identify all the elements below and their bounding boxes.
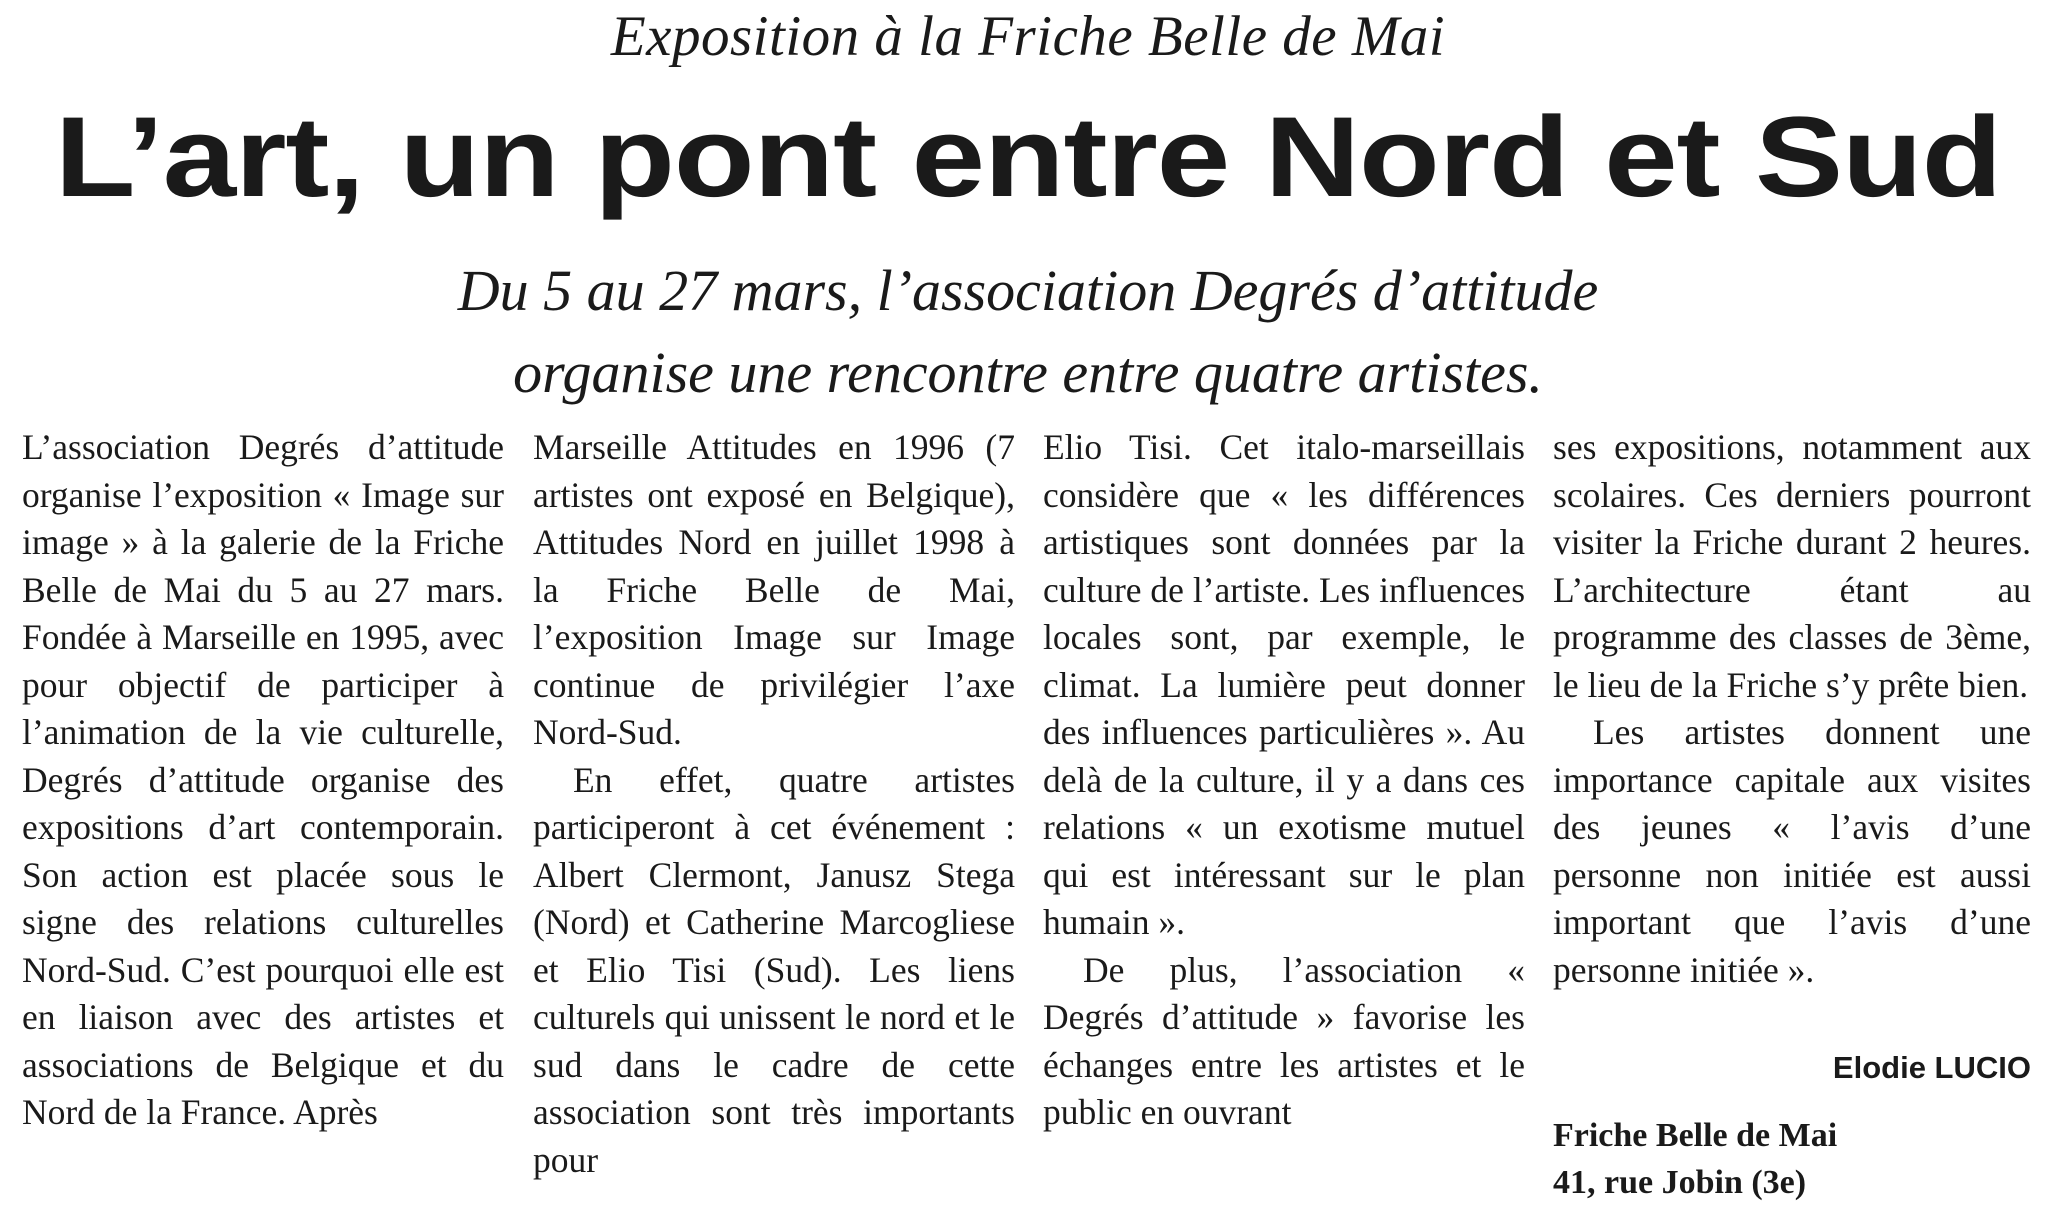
article-column-3 (1043, 424, 1525, 1137)
deck-line-1: Du 5 au 27 mars, l’association Degrés d’attitude (457, 258, 1599, 323)
venue-info (1553, 1112, 2031, 1206)
article-column-4 (1553, 424, 2031, 994)
body-paragraph-4: Les artistes donnent une importance capitale aux visites des jeunes « l’avis d’une personne non initiée est aussi important que l’avis d’une personne initiée ». (1553, 712, 2031, 990)
body-paragraph-2-part-2: Elio Tisi. Cet italo-marseillais considère que « les différences artistiques sont données par la culture de l’artiste. Les influences locales sont, par exemple, le climat. La lumière peut donner des influences particulières ». Au delà de la culture, il y a dans ces relations « un exotisme mutuel qui est intéressant sur le plan humain ». (1043, 427, 1526, 942)
deck-line-2: organise une rencontre entre quatre artistes. (513, 340, 1543, 405)
article-deck (0, 250, 2056, 414)
body-paragraph-1-part-2: Marseille Attitudes en 1996 (7 artistes ont exposé en Belgique), Attitudes Nord en juillet 1998 à la Friche Belle de Mai, l’exposition Image sur Image continue de privilégier l’axe Nord-Sud. (533, 427, 1015, 752)
body-paragraph-1-part-1: L’association Degrés d’attitude organise l’exposition « Image sur image » à la galerie de la Friche Belle de Mai du 5 au 27 mars. Fondée à Marseille en 1995, avec pour objectif de participer à l’animation de la vie culturelle, Degrés d’attitude organise des expositions d’art contemporain. Son action est placée sous le signe des relations culturelles Nord-Sud. C’est pourquoi elle est en liaison avec des artistes et associations de Belgique et du Nord de la France. Après (22, 427, 504, 1132)
venue-name: Friche Belle de Mai (1553, 1117, 1838, 1154)
body-paragraph-2-part-1: En effet, quatre artistes participeront à cet événement : Albert Clermont, Janusz Stega (Nord) et Catherine Marcogliese et Elio Tisi (Sud). Les liens culturels qui unissent le nord et le sud dans le cadre de cette association sont très importants pour (533, 759, 1015, 1180)
article-kicker: Exposition à la Friche Belle de Mai (610, 5, 1446, 68)
article-byline: Elodie LUCIO (1832, 1050, 2031, 1085)
body-paragraph-3-part-1: De plus, l’association « Degrés d’attitude » favorise les échanges entre les artistes et le public en ouvrant (1043, 949, 1525, 1132)
venue-address: 41, rue Jobin (3e) (1553, 1164, 1807, 1201)
article-column-1 (22, 424, 504, 1137)
article-column-2 (533, 424, 1015, 1184)
article-headline: L’art, un pont entre Nord et Sud (54, 94, 2002, 221)
body-paragraph-3-part-2: ses expositions, notamment aux scolaires. Ces derniers pourront visiter la Friche durant 2 heures. L’architecture étant au programme des classes de 3ème, le lieu de la Friche s’y prête bien. (1553, 427, 2031, 705)
